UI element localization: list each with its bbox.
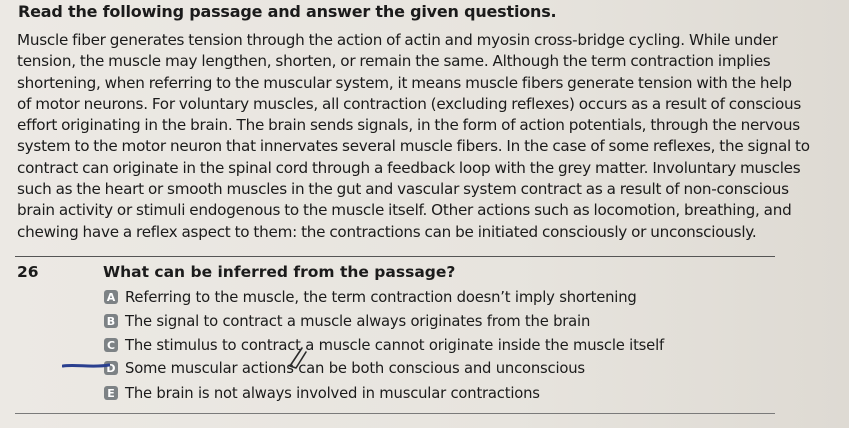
passage-line: chewing have a reflex aspect to them: the contractions can be initiated consciously or unconsciously. [17, 222, 757, 241]
passage-line: shortening, when referring to the muscular system, it means muscle fibers generate tension with the help [17, 73, 792, 92]
option-letter-badge: A [104, 290, 118, 304]
passage-line: tension, the muscle may lengthen, shorten, or remain the same. Although the term contraction implies [17, 52, 771, 71]
question-text: What can be inferred from the passage? [103, 263, 456, 281]
passage-line: contract can originate in the spinal cord through a feedback loop with the grey matter. Involuntary muscles [17, 158, 801, 177]
passage-line: Muscle fiber generates tension through the action of actin and myosin cross-bridge cycling. While under [17, 31, 778, 49]
passage-line: of motor neurons. For voluntary muscles, all contraction (excluding reflexes) occurs as a result of conscious [17, 94, 802, 113]
option-letter-badge: C [104, 338, 118, 352]
handwritten-pen-mark-icon [282, 346, 310, 376]
option-text: Some muscular actions can be both conscious and unconscious [125, 359, 585, 377]
answer-option-d[interactable] [104, 358, 585, 378]
passage-line: effort originating in the brain. The brain sends signals, in the form of action potentials, through the nervous [17, 116, 800, 135]
option-text: The signal to contract a muscle always originates from the brain [125, 312, 591, 330]
option-text: The brain is not always involved in muscular contractions [125, 384, 540, 402]
question-number: 26 [17, 263, 39, 281]
option-text: The stimulus to contract a muscle cannot originate inside the muscle itself [125, 336, 665, 354]
option-letter-badge: E [104, 386, 118, 400]
instruction-heading: Read the following passage and answer the given questions. [18, 2, 557, 21]
passage-line: system to the motor neuron that innervates several muscle fibers. In the case of some reflexes, the signal to [17, 137, 810, 156]
option-letter-badge: B [104, 314, 118, 328]
option-letter-badge: D [104, 361, 118, 375]
pen-underline-icon [62, 362, 110, 370]
section-divider [15, 256, 775, 257]
answer-option-e[interactable] [104, 383, 540, 403]
option-text: Referring to the muscle, the term contraction doesn’t imply shortening [125, 288, 637, 306]
answer-option-c[interactable] [104, 335, 664, 355]
answer-option-a[interactable] [104, 287, 637, 307]
reading-passage [17, 30, 810, 243]
answer-option-b[interactable] [104, 311, 590, 331]
passage-line: brain activity or stimuli endogenous to the muscle itself. Other actions such as locomotion, breathing, and [17, 201, 792, 220]
passage-line: such as the heart or smooth muscles in the gut and vascular system contract as a result of non-conscious [17, 180, 789, 199]
bottom-divider [15, 413, 775, 414]
